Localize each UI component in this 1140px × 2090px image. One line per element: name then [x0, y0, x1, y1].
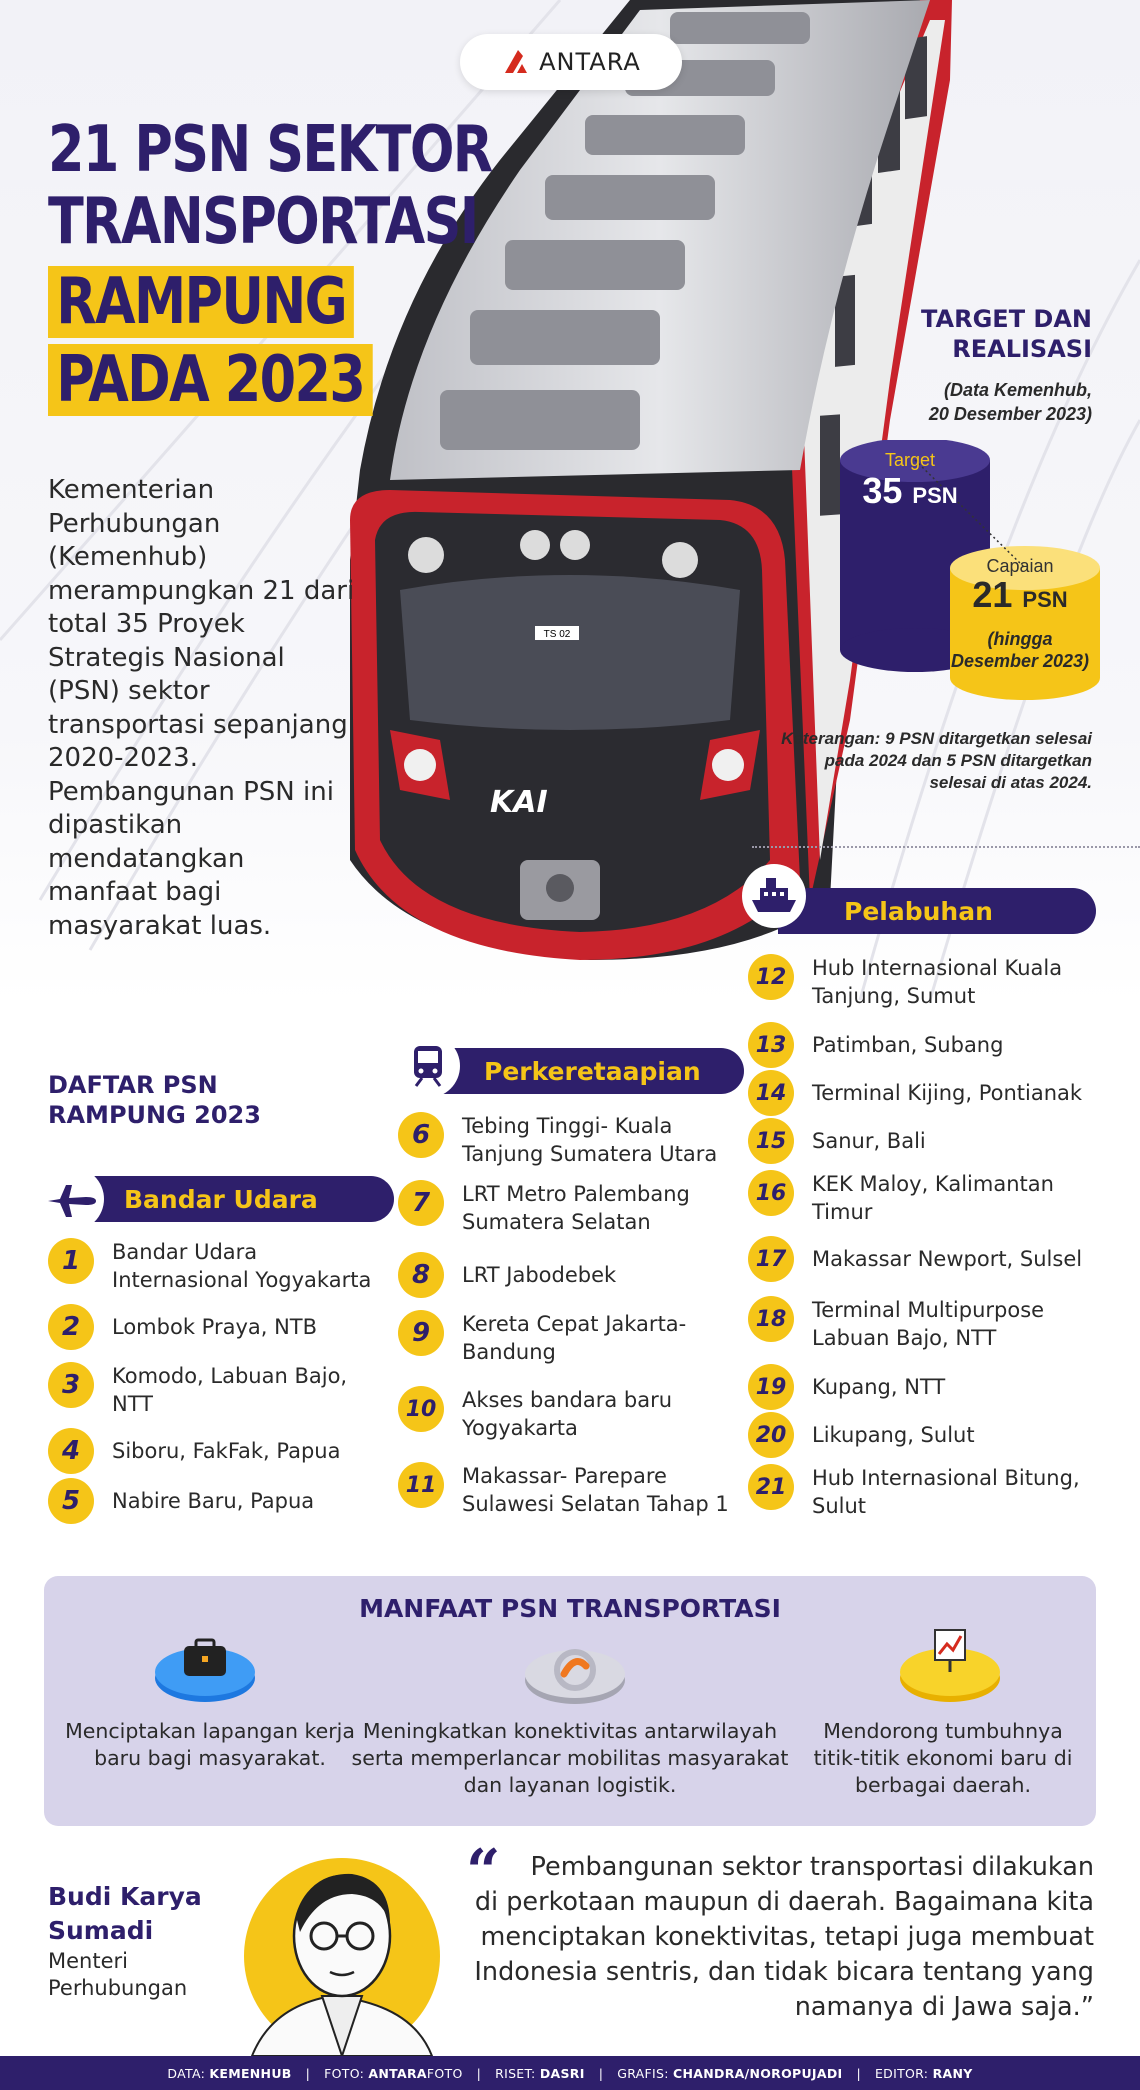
list-item: 13 Patimban, Subang	[748, 1022, 1100, 1068]
manfaat-item-3: Mendorong tumbuhnya titik-titik ekonomi baru di berbagai daerah.	[813, 1719, 1073, 1797]
minister-name: Budi Karya Sumadi	[48, 1882, 202, 1945]
title-line-4: PADA 2023	[48, 344, 372, 416]
list-item: 21 Hub Internasional Bitung, Sulut	[748, 1464, 1100, 1520]
target-label: Target	[884, 450, 936, 470]
capaian-value: 21 PSN	[972, 574, 1068, 615]
train-code: TS 02	[543, 629, 571, 640]
keterangan-note: Keterangan: 9 PSN ditargetkan selesai pada 2024 dan 5 PSN ditargetkan selesai di atas 2024.	[781, 729, 1092, 792]
manfaat-item-1: Menciptakan lapangan kerja baru bagi masyarakat.	[65, 1719, 355, 1770]
daftar-heading: DAFTAR PSN RAMPUNG 2023	[48, 1071, 261, 1129]
minister-role: Menteri Perhubungan	[48, 1949, 188, 2000]
page-title	[48, 114, 589, 416]
list-item: 12 Hub Internasional Kuala Tanjung, Sumut	[748, 954, 1100, 1010]
train-brand: KAI	[490, 785, 548, 820]
antara-logo-icon	[501, 47, 531, 77]
plane-icon	[40, 1167, 104, 1231]
list-item: 4 Siboru, FakFak, Papua	[48, 1428, 388, 1474]
list-item: 19 Kupang, NTT	[748, 1364, 1100, 1410]
list-item: 18 Terminal Multipurpose Labuan Bajo, NTT	[748, 1296, 1100, 1352]
list-item: 17 Makassar Newport, Sulsel	[748, 1236, 1100, 1282]
manfaat-title: MANFAAT PSN TRANSPORTASI	[359, 1594, 781, 1623]
intro-paragraph: Kementerian Perhubungan (Kemenhub) merampungkan 21 dari total 35 Proyek Strategis Nasional (PSN) sektor transportasi sepanjang 2020-2023. Pembangunan PSN ini dipastikan mendatangkan manfaat bagi masyarakat luas.	[48, 475, 355, 941]
title-line-2: TRANSPORTASI	[48, 185, 478, 259]
category-bandara-header: Bandar Udara	[58, 1176, 394, 1222]
list-item: 3 Komodo, Labuan Bajo, NTT	[48, 1362, 388, 1418]
growth-chart-icon	[895, 1622, 1005, 1708]
train-icon	[396, 1034, 460, 1098]
list-item: 1 Bandar Udara Internasional Yogyakarta	[48, 1238, 388, 1294]
list-item: 6 Tebing Tinggi- Kuala Tanjung Sumatera Utara	[398, 1112, 746, 1168]
list-item: 8 LRT Jabodebek	[398, 1252, 746, 1298]
credits-footer: DATA: KEMENHUB | FOTO: ANTARA FOTO | RISET: DASRI | GRAFIS: CHANDRA/NOROPUJADI | EDITOR: RANY	[0, 2056, 1140, 2090]
minister-quote: Pembangunan sektor transportasi dilakukan di perkotaan maupun di daerah. Bagaimana kita menciptakan konektivitas, tetapi juga membuat Indonesia sentris, dan tidak bicara tentang yang namanya di Jawa saja.”	[474, 1852, 1094, 2022]
list-item: 9 Kereta Cepat Jakarta-Bandung	[398, 1310, 746, 1366]
capaian-note: (hingga Desember 2023)	[950, 629, 1090, 671]
minister-portrait	[212, 1836, 452, 2056]
antara-logo	[460, 34, 682, 90]
category-kereta-header: Perkeretaapian	[418, 1048, 744, 1094]
list-item: 16 KEK Maloy, Kalimantan Timur	[748, 1170, 1100, 1226]
divider	[752, 846, 1140, 848]
title-line-1: 21 PSN SEKTOR	[48, 113, 492, 187]
manfaat-item-2: Meningkatkan konektivitas antarwilayah serta memperlancar mobilitas masyarakat dan layanan logistik.	[351, 1719, 789, 1797]
list-item: 15 Sanur, Bali	[748, 1118, 1100, 1164]
list-item: 10 Akses bandara baru Yogyakarta	[398, 1386, 746, 1442]
antara-logo-text: ANTARA	[539, 48, 641, 76]
list-item: 14 Terminal Kijing, Pontianak	[748, 1070, 1100, 1116]
connectivity-icon	[520, 1634, 630, 1710]
target-heading: TARGET DAN REALISASI	[921, 305, 1092, 363]
target-source: (Data Kemenhub, 20 Desember 2023)	[928, 380, 1092, 424]
list-item: 11 Makassar- Parepare Sulawesi Selatan Tahap 1	[398, 1462, 746, 1518]
target-value: 35 PSN	[862, 470, 958, 511]
title-line-3: RAMPUNG	[48, 266, 354, 338]
list-item: 2 Lombok Praya, NTB	[48, 1304, 388, 1350]
list-item: 7 LRT Metro Palembang Sumatera Selatan	[398, 1180, 746, 1236]
briefcase-icon	[150, 1628, 260, 1708]
quote-mark-icon: “	[466, 1837, 501, 1907]
list-item: 5 Nabire Baru, Papua	[48, 1478, 388, 1524]
ship-icon	[742, 864, 806, 928]
category-pelabuhan-header: Pelabuhan	[778, 888, 1096, 934]
capaian-label: Capaian	[986, 556, 1054, 576]
list-item: 20 Likupang, Sulut	[748, 1412, 1100, 1458]
